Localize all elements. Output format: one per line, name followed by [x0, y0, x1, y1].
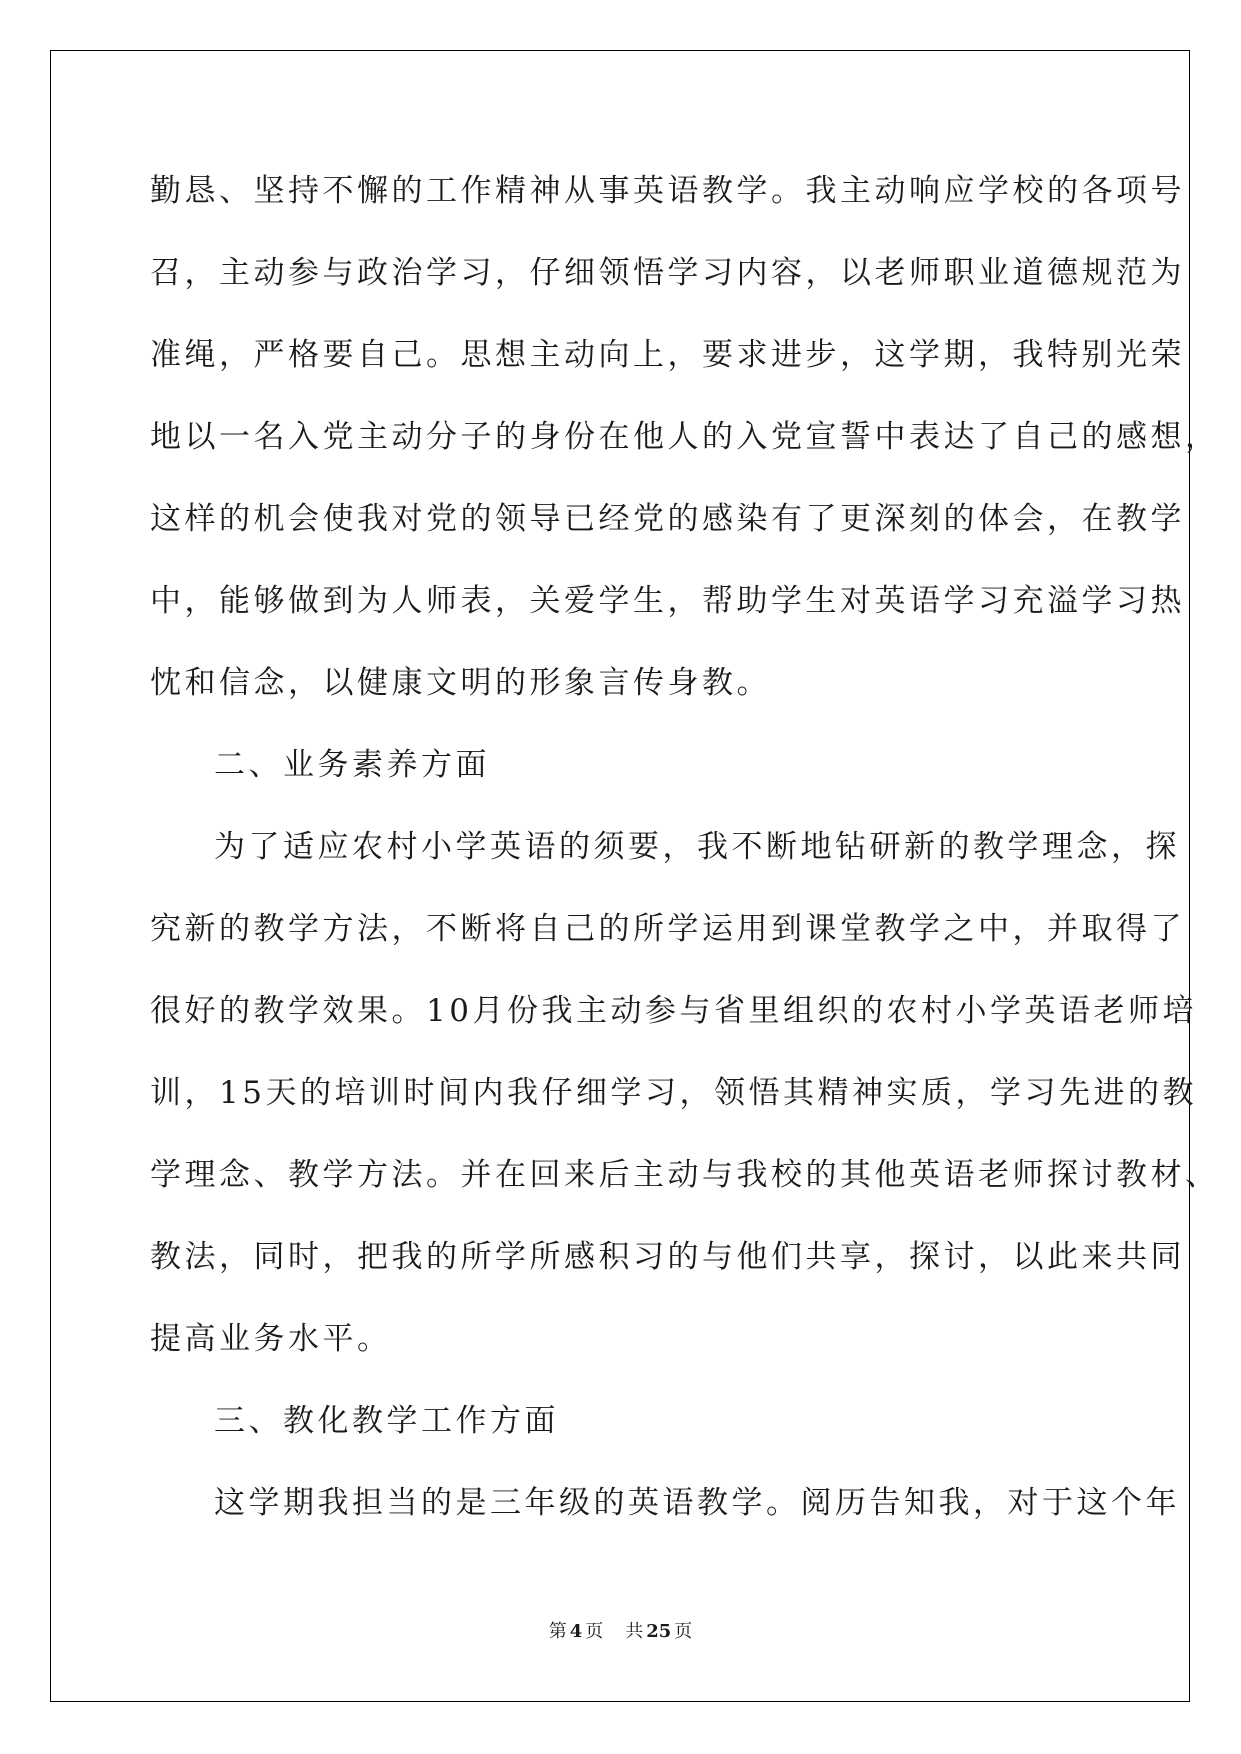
- text-line: 学理念、教学方法。并在回来后主动与我校的其他英语老师探讨教材、: [150, 1157, 1220, 1193]
- text-line: 很好的教学效果。10月份我主动参与省里组织的农村小学英语老师培: [150, 993, 1197, 1029]
- total-pages: 25: [646, 1621, 672, 1642]
- text-line: 究新的教学方法，不断将自己的所学运用到课堂教学之中，并取得了: [150, 911, 1185, 947]
- text-line: 中，能够做到为人师表，关爱学生，帮助学生对英语学习充溢学习热: [150, 583, 1185, 619]
- text-line: 这学期我担当的是三年级的英语教学。阅历告知我，对于这个年: [214, 1485, 1180, 1521]
- total-prefix: 共: [625, 1621, 644, 1642]
- page-number: 4: [569, 1621, 583, 1642]
- section-heading: 二、业务素养方面: [214, 747, 490, 783]
- document-body: [150, 160, 1220, 1554]
- text-line: 为了适应农村小学英语的须要，我不断地钻研新的教学理念，探: [214, 829, 1180, 865]
- section-heading: 三、教化教学工作方面: [214, 1403, 559, 1439]
- text-line: 召，主动参与政治学习，仔细领悟学习内容，以老师职业道德规范为: [150, 255, 1185, 291]
- text-line: 准绳，严格要自己。思想主动向上，要求进步，这学期，我特别光荣: [150, 337, 1185, 373]
- text-line: 这样的机会使我对党的领导已经党的感染有了更深刻的体会，在教学: [150, 501, 1185, 537]
- page-prefix: 第: [548, 1621, 567, 1642]
- text-line: 忱和信念，以健康文明的形象言传身教。: [150, 665, 771, 701]
- text-line: 提高业务水平。: [150, 1321, 392, 1357]
- text-line: 地以一名入党主动分子的身份在他人的入党宣誓中表达了自己的感想，: [150, 419, 1220, 455]
- total-suffix: 页: [674, 1621, 693, 1642]
- text-line: 训，15天的培训时间内我仔细学习，领悟其精神实质，学习先进的教: [150, 1075, 1197, 1111]
- text-line: 勤恳、坚持不懈的工作精神从事英语教学。我主动响应学校的各项号: [150, 173, 1185, 209]
- page-footer: [0, 1617, 1241, 1643]
- text-line: 教法，同时，把我的所学所感积习的与他们共享，探讨，以此来共同: [150, 1239, 1185, 1275]
- page-suffix: 页: [585, 1621, 604, 1642]
